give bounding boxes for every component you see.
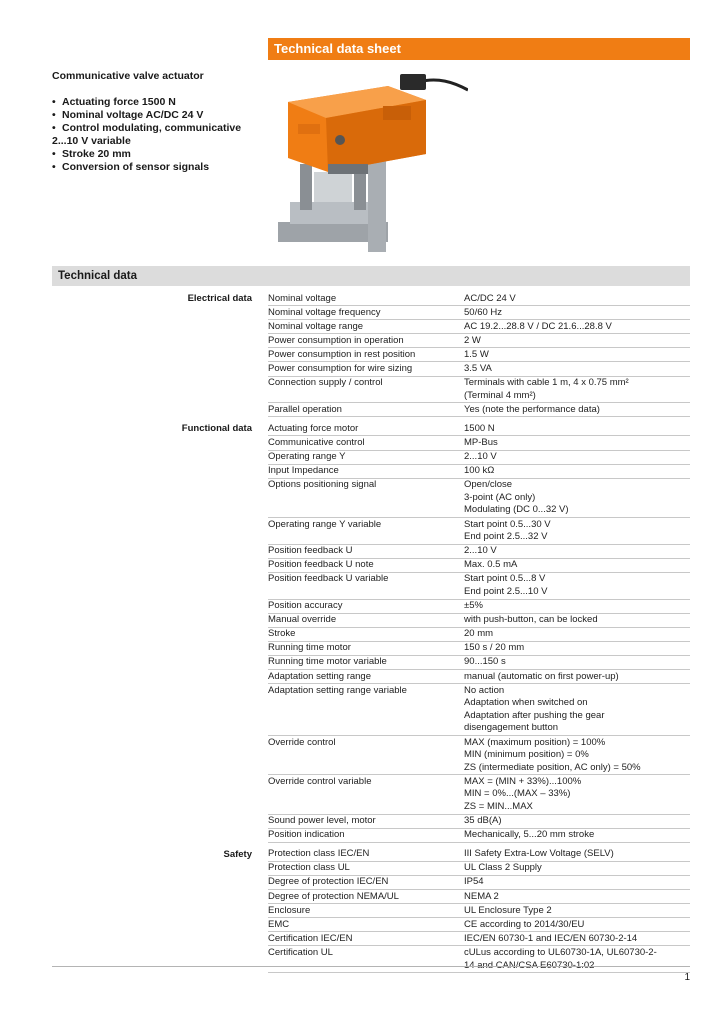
row-value: UL Enclosure Type 2 xyxy=(464,904,552,916)
row-label: Communicative control xyxy=(268,436,365,448)
table-row xyxy=(268,362,690,376)
group-functional-data xyxy=(52,422,690,842)
table-row xyxy=(268,422,690,436)
row-label: Override control variable xyxy=(268,775,372,787)
row-label: Connection supply / control xyxy=(268,377,383,389)
product-title: Communicative valve actuator xyxy=(52,70,204,82)
row-label: Position feedback U variable xyxy=(268,573,389,585)
feature-item: • Nominal voltage AC/DC 24 V xyxy=(52,109,204,121)
row-label: Position indication xyxy=(268,829,345,841)
table-row xyxy=(268,600,690,614)
table-row xyxy=(268,479,690,518)
row-label: Nominal voltage xyxy=(268,292,337,304)
row-value: with push-button, can be locked xyxy=(464,614,598,626)
group-rows xyxy=(268,292,690,417)
row-label: Operating range Y xyxy=(268,451,346,463)
row-value: ±5% xyxy=(464,600,483,612)
table-row xyxy=(268,642,690,656)
row-value: CE according to 2014/30/EU xyxy=(464,918,585,930)
row-label: Certification UL xyxy=(268,946,333,958)
group-safety xyxy=(52,848,690,973)
row-value: manual (automatic on first power-up) xyxy=(464,670,619,682)
row-value: 2...10 V xyxy=(464,451,497,463)
row-value: 2 W xyxy=(464,334,481,346)
row-value: 100 kΩ xyxy=(464,465,495,477)
table-row xyxy=(268,918,690,932)
page-number: 1 xyxy=(684,972,690,983)
row-value: 2...10 V xyxy=(464,545,497,557)
table-row xyxy=(268,932,690,946)
row-value: Start point 0.5...8 V End point 2.5...10 V xyxy=(464,573,548,597)
feature-item: • Stroke 20 mm xyxy=(52,148,131,160)
row-label: Override control xyxy=(268,736,336,748)
table-row xyxy=(268,614,690,628)
row-label: Nominal voltage range xyxy=(268,320,364,332)
table-row xyxy=(268,656,690,670)
row-label: Power consumption in rest position xyxy=(268,348,416,360)
row-value: 35 dB(A) xyxy=(464,815,502,827)
row-value: 3.5 VA xyxy=(464,362,492,374)
table-row xyxy=(268,736,690,775)
technical-data-table xyxy=(52,292,690,973)
table-row xyxy=(268,890,690,904)
row-label: Options positioning signal xyxy=(268,479,377,491)
table-row xyxy=(268,334,690,348)
row-value: AC/DC 24 V xyxy=(464,292,516,304)
row-value: UL Class 2 Supply xyxy=(464,862,542,874)
table-row xyxy=(268,946,690,973)
datasheet-banner: Technical data sheet xyxy=(268,38,690,60)
row-value: 90...150 s xyxy=(464,656,506,668)
row-value: Mechanically, 5...20 mm stroke xyxy=(464,829,595,841)
group-label: Functional data xyxy=(181,423,252,435)
row-label: Parallel operation xyxy=(268,403,342,415)
feature-item: • Control modulating, communicative 2...10 V variable xyxy=(52,122,242,147)
row-label: Certification IEC/EN xyxy=(268,932,353,944)
row-value: Open/close 3-point (AC only) Modulating (DC 0...32 V) xyxy=(464,479,569,516)
technical-data-heading: Technical data xyxy=(52,266,690,286)
table-row xyxy=(268,292,690,306)
table-row xyxy=(268,465,690,479)
row-value: Terminals with cable 1 m, 4 x 0.75 mm² (Terminal 4 mm²) xyxy=(464,377,629,401)
table-row xyxy=(268,451,690,465)
row-label: Operating range Y variable xyxy=(268,518,382,530)
table-row xyxy=(268,829,690,843)
row-value: 50/60 Hz xyxy=(464,306,503,318)
row-label: Sound power level, motor xyxy=(268,815,376,827)
row-label: Protection class UL xyxy=(268,862,350,874)
row-label: Position feedback U xyxy=(268,545,353,557)
row-value: MAX = (MIN + 33%)...100% MIN = 0%...(MAX – 33%) ZS = MIN...MAX xyxy=(464,775,582,812)
row-value: No action Adaptation when switched on Adaptation after pushing the gear disengagement button xyxy=(464,684,605,734)
feature-item: • Actuating force 1500 N xyxy=(52,96,176,108)
row-label: EMC xyxy=(268,918,290,930)
row-label: Stroke xyxy=(268,628,296,640)
table-row xyxy=(268,403,690,417)
row-value: Max. 0.5 mA xyxy=(464,559,518,571)
row-label: Running time motor xyxy=(268,642,351,654)
row-label: Protection class IEC/EN xyxy=(268,848,370,860)
table-row xyxy=(268,684,690,736)
row-value: III Safety Extra-Low Voltage (SELV) xyxy=(464,848,614,860)
table-row xyxy=(268,545,690,559)
row-value: Start point 0.5...30 V End point 2.5...32 V xyxy=(464,518,551,543)
row-label: Manual override xyxy=(268,614,337,626)
footer-divider xyxy=(52,966,690,967)
table-row xyxy=(268,436,690,450)
row-value: Yes (note the performance data) xyxy=(464,403,600,415)
table-row xyxy=(268,628,690,642)
row-label: Nominal voltage frequency xyxy=(268,306,381,318)
row-value: 150 s / 20 mm xyxy=(464,642,525,654)
table-row xyxy=(268,559,690,573)
table-row xyxy=(268,862,690,876)
table-row xyxy=(268,848,690,862)
table-row xyxy=(268,573,690,600)
table-row xyxy=(268,306,690,320)
table-row xyxy=(268,377,690,404)
row-value: AC 19.2...28.8 V / DC 21.6...28.8 V xyxy=(464,320,612,332)
feature-item: • Conversion of sensor signals xyxy=(52,161,210,173)
group-rows xyxy=(268,422,690,842)
row-value: 20 mm xyxy=(464,628,494,640)
row-label: Degree of protection IEC/EN xyxy=(268,876,389,888)
table-row xyxy=(268,670,690,684)
table-row xyxy=(268,904,690,918)
row-value: NEMA 2 xyxy=(464,890,499,902)
row-value: 1.5 W xyxy=(464,348,489,360)
row-value: IP54 xyxy=(464,876,484,888)
group-label: Safety xyxy=(223,848,252,860)
table-row xyxy=(268,518,690,545)
row-label: Actuating force motor xyxy=(268,422,359,434)
feature-list xyxy=(52,96,257,174)
row-label: Power consumption in operation xyxy=(268,334,404,346)
table-row xyxy=(268,348,690,362)
group-electrical-data xyxy=(52,292,690,417)
row-label: Position accuracy xyxy=(268,600,343,612)
row-value: MP-Bus xyxy=(464,436,498,448)
row-value: cULus according to UL60730-1A, UL60730-2- 14 and CAN/CSA E60730-1:02 xyxy=(464,946,657,971)
actuator-product-image xyxy=(268,62,468,252)
row-value: IEC/EN 60730-1 and IEC/EN 60730-2-14 xyxy=(464,932,638,944)
row-label: Position feedback U note xyxy=(268,559,374,571)
row-label: Enclosure xyxy=(268,904,311,916)
row-value: 1500 N xyxy=(464,422,495,434)
row-label: Running time motor variable xyxy=(268,656,387,668)
row-label: Input Impedance xyxy=(268,465,339,477)
group-rows xyxy=(268,848,690,973)
row-label: Adaptation setting range variable xyxy=(268,684,407,696)
group-label: Electrical data xyxy=(187,293,252,304)
table-row xyxy=(268,876,690,890)
row-label: Adaptation setting range xyxy=(268,670,371,682)
table-row xyxy=(268,320,690,334)
table-row xyxy=(268,775,690,814)
table-row xyxy=(268,815,690,829)
row-label: Power consumption for wire sizing xyxy=(268,362,413,374)
row-value: MAX (maximum position) = 100% MIN (minimum position) = 0% ZS (intermediate position, AC only) = 50% xyxy=(464,736,641,773)
row-label: Degree of protection NEMA/UL xyxy=(268,890,399,902)
